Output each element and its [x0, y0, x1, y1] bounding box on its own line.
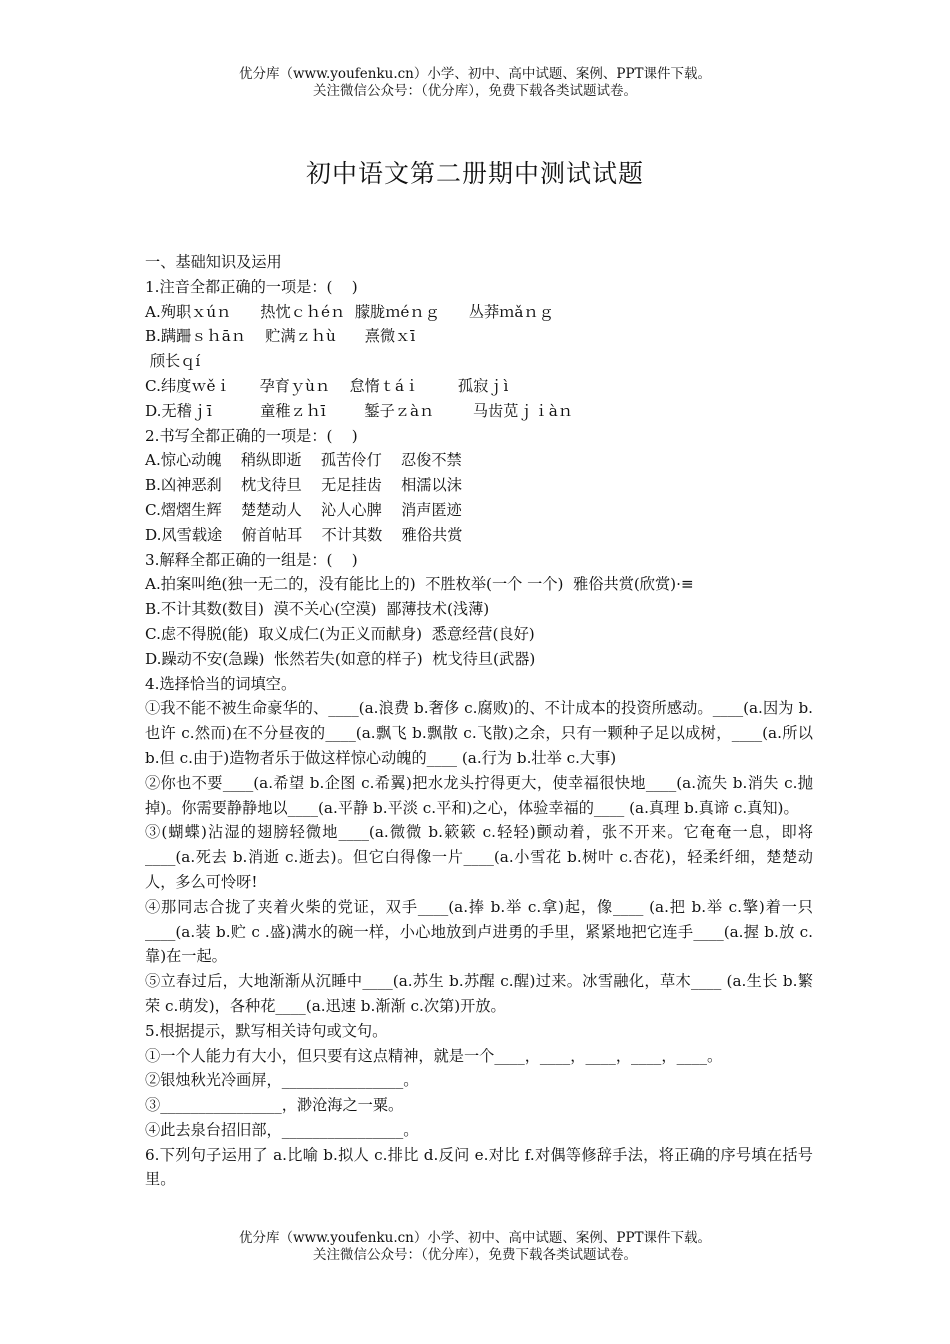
question-2-stem: 2.书写全都正确的一项是：( ) — [145, 426, 358, 445]
question-4-stem: 4.选择恰当的词填空。 — [145, 674, 297, 693]
question-5-item-4: ④此去泉台招旧部，________________。 — [145, 1120, 419, 1139]
question-2-option-c: C.熠熠生辉 楚楚动人 沁人心脾 消声匿迹 — [145, 500, 462, 519]
question-1-option-b-cont: 颀长ｑí — [145, 352, 201, 371]
footer-line-2: 关注微信公众号：（优分库），免费下载各类试题试卷。 — [313, 1247, 637, 1263]
header-line-1: 优分库（www.youfenku.cn）小学、初中、高中试题、案例、PPT课件下载。 — [238, 66, 712, 82]
section-heading: 一、基础知识及运用 — [145, 253, 282, 271]
question-3-stem: 3.解释全都正确的一组是：( ) — [145, 550, 358, 569]
question-1-stem: 1.注音全都正确的一项是：( ) — [145, 277, 358, 296]
page-footer — [0, 1230, 950, 1264]
question-5-item-2: ②银烛秋光冷画屏，________________。 — [145, 1071, 419, 1090]
page-title: 初中语文第二册期中测试试题 — [305, 159, 644, 188]
header-line-2: 关注微信公众号：（优分库），免费下载各类试题试卷。 — [313, 83, 637, 99]
question-3-option-b: B.不计其数(数目) 漠不关心(空漠) 鄙薄技术(浅薄) — [145, 600, 490, 619]
question-1-option-b: B.蹒跚ｓｈāｎ 贮满ｚｈù 熹微ｘī — [145, 327, 416, 346]
question-4-item-3: ③(蝴蝶)沾湿的翅膀轻微地____(a.微微 b.簌簌 c.轻轻)颤动着，张不开来。它奄奄一息，即将____(a.死去 b.消逝 c.逝去)。但它白得像一片____(a.小雪花 b.树叶 c.杏花)，轻柔纤细，楚楚动人，多么可怜呀! — [145, 823, 813, 891]
question-1-option-d: D.无稽ｊī 童稚ｚｈī 錾子ｚàｎ 马齿苋ｊｉàｎ — [145, 401, 573, 420]
question-5-stem: 5.根据提示，默写相关诗句或文句。 — [145, 1021, 388, 1040]
footer-line-1: 优分库（www.youfenku.cn）小学、初中、高中试题、案例、PPT课件下载。 — [238, 1230, 712, 1246]
question-2-option-b: B.凶神恶刹 枕戈待旦 无足挂齿 相濡以沫 — [145, 476, 462, 495]
question-5-item-3: ③________________，渺沧海之一粟。 — [145, 1096, 404, 1115]
question-2-option-a: A.惊心动魄 稍纵即逝 孤苦伶仃 忍俊不禁 — [145, 451, 462, 470]
page-header — [0, 66, 950, 100]
question-5-item-1: ①一个人能力有大小，但只要有这点精神，就是一个____，____，____，____，____。 — [145, 1046, 723, 1065]
question-2-option-d: D.风雪载途 俯首帖耳 不计其数 雅俗共赏 — [145, 525, 463, 544]
question-4-item-2: ②你也不要____(a.希望 b.企图 c.希翼)把水龙头拧得更大，使幸福很快地____(a.流失 b.消失 c.抛掉)。你需要静静地以____(a.平静 b.平淡 c.平和)之心，体验幸福的____ (a.真理 b.真谛 c.真知)。 — [145, 773, 813, 817]
question-3-option-c: C.虑不得脱(能) 取义成仁(为正义而献身) 悉意经营(良好) — [145, 624, 535, 643]
question-1-option-c: C.纬度ｗěｉ 孕育ｙùｎ 怠惰ｔáｉ 孤寂ｊì — [145, 376, 509, 395]
question-4-item-1: ①我不能不被生命豪华的、____(a.浪费 b.奢侈 c.腐败)的、不计成本的投资所感动。____(a.因为 b.也许 c.然而)在不分昼夜的____(a.飘飞 b.飘散 c.飞散)之余，只有一颗种子足以成树，____(a.所以 b.但 c.由于)造物者乐于做这样惊心动魄的____ (a.行为 b.壮举 c.大事) — [145, 699, 813, 767]
exam-content — [145, 250, 813, 1192]
question-6-stem: 6.下列句子运用了 a.比喻 b.拟人 c.排比 d.反问 e.对比 f.对偶等修辞手法，将正确的序号填在括号里。 — [145, 1145, 813, 1189]
question-3-option-a: A.拍案叫绝(独一无二的，没有能比上的) 不胜枚举(一个 一个) 雅俗共赏(欣赏)·≡ — [145, 575, 694, 594]
question-1-option-a: A.殉职ｘúｎ 热忱ｃｈéｎ 朦胧ｍéｎｇ 丛莽ｍǎｎｇ — [145, 302, 554, 321]
question-3-option-d: D.躁动不安(急躁) 怅然若失(如意的样子) 枕戈待旦(武器) — [145, 649, 536, 668]
question-4-item-5: ⑤立春过后，大地渐渐从沉睡中____(a.苏生 b.苏醒 c.醒)过来。冰雪融化，草木____ (a.生长 b.繁荣 c.萌发)，各种花____(a.迅速 b.渐渐 c.次第)开放。 — [145, 972, 813, 1015]
question-4-item-4: ④那同志合拢了夹着火柴的党证，双手____(a.捧 b.举 c.拿)起，像____ (a.把 b.举 c.擎)着一只____(a.装 b.贮 c .盛)满水的碗一样，小心地放到卢进勇的手里，紧紧地把它连手____(a.握 b.放 c.靠)在一起。 — [145, 897, 813, 966]
